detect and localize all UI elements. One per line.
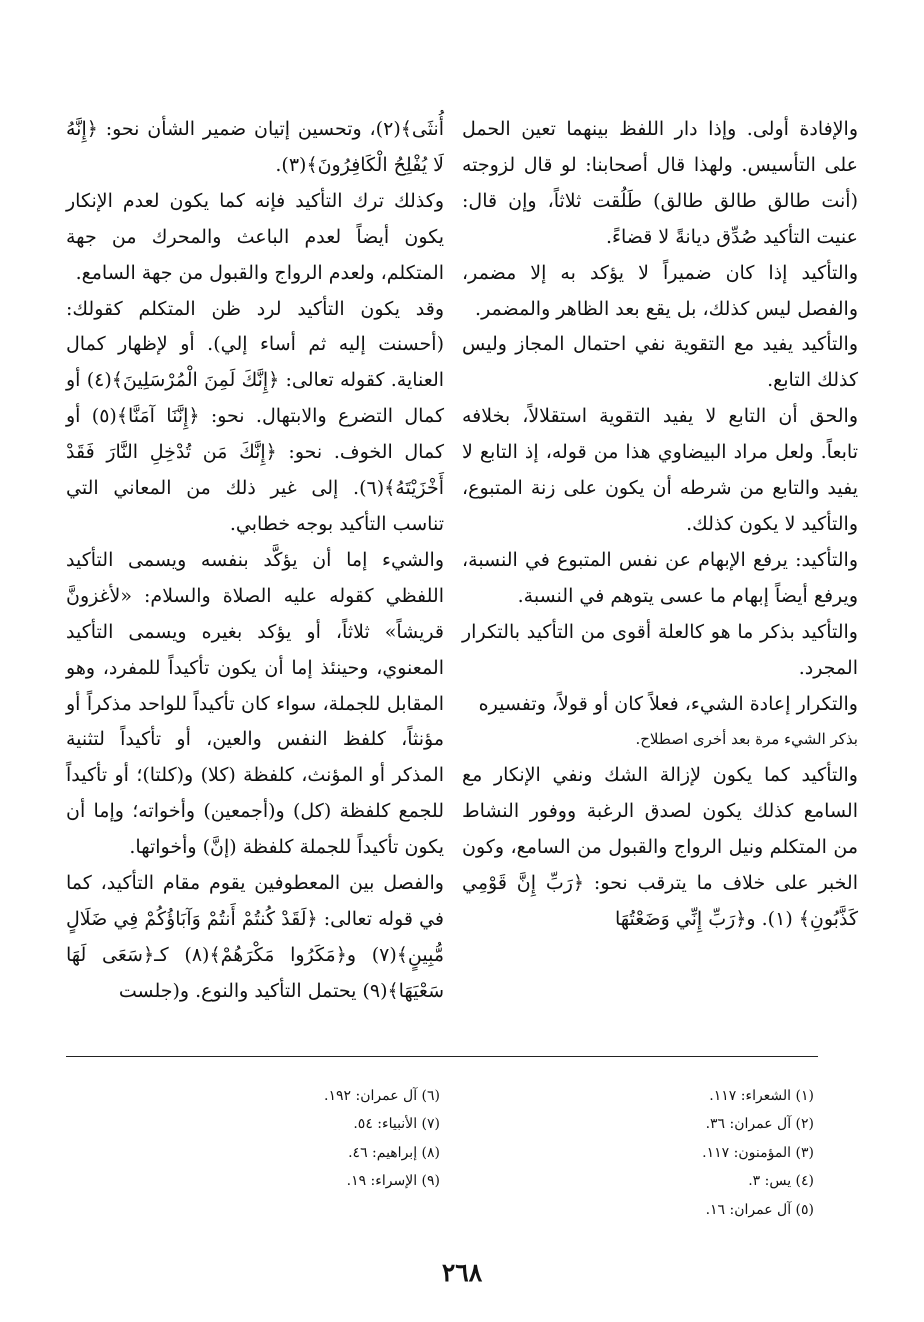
- footnotes-left: [150, 1082, 440, 1196]
- paragraph-tabi: والحق أن التابع لا يفيد التقوية استقلالاً، بخلافه تابعاً. ولعل مراد البيضاوي هذا من قوله، إذ التابع لا يفيد والتابع من شرطه أن يكون على زنة المتبوع، والتأكيد لا يكون كذلك.: [462, 405, 858, 535]
- footnote-3: (٣) المؤمنون: ١١٧.: [702, 1144, 814, 1161]
- footnote-divider: [66, 1056, 818, 1057]
- paragraph-shakk: والتأكيد كما يكون لإزالة الشك ونفي الإنكار مع السامع كذلك يكون لصدق الرغبة ووفور النشاط من المتكلم ونيل الرواج والقبول من السامع، وكون الخبر على خلاف ما يترقب نحو: ﴿رَبِّ إِنَّ قَوْمِي كَذَّبُونِ﴾ (١). و﴿رَبِّ إِنِّي وَضَعْتُهَا: [462, 764, 858, 930]
- paragraph-fasl: والفصل بين المعطوفين يقوم مقام التأكيد، كما في قوله تعالى: ﴿لَقَدْ كُنتُمْ أَنتُمْ وَآبَاؤُكُمْ فِي ضَلَالٍ مُّبِينٍ﴾(٧) و﴿مَكَرُوا مَكْرَهُمْ﴾(٨) كـ﴿سَعَى لَهَا سَعْيَهَا﴾(٩) يحتمل التأكيد والنوع. و(جلست: [66, 872, 444, 1002]
- footnote-4: (٤) يس: ٣.: [748, 1173, 814, 1190]
- paragraph-tikrar: والتكرار إعادة الشيء، فعلاً كان أو قولاً، وتفسيره: [478, 692, 858, 715]
- left-text-column: [66, 112, 444, 1010]
- footnote-6: (٦) آل عمران: ١٩٢.: [324, 1088, 440, 1104]
- paragraph-illa: والتأكيد بذكر ما هو كالعلة أقوى من التأكيد بالتكرار المجرد.: [462, 620, 858, 679]
- footnote-7: (٧) الأنبياء: ٥٤.: [353, 1116, 440, 1133]
- paragraph-majaz: والتأكيد يفيد مع التقوية نفي احتمال المجاز وليس كذلك التابع.: [462, 333, 858, 392]
- paragraph-shan: أُنثَى﴾(٢)، وتحسين إتيان ضمير الشأن نحو: ﴿إِنَّهُ لَا يُفْلِحُ الْكَافِرُونَ﴾(٣).: [66, 118, 444, 176]
- paragraph-radd-zann: وقد يكون التأكيد لرد ظن المتكلم كقولك: (أحسنت إليه ثم أساء إلي). أو لإظهار كمال العناية. كقوله تعالى: ﴿إِنَّكَ لَمِنَ الْمُرْسَلِينَ﴾(٤) أو كمال التضرع والابتهال. نحو: ﴿إِنَّنَا آمَنَّا﴾(٥) أو كمال الخوف. نحو: ﴿إِنَّكَ مَن تُدْخِلِ النَّارَ فَقَدْ أَخْزَيْتَهُ﴾(٦). إلى غير ذلك من المعاني التي تناسب التأكيد بوجه خطابي.: [66, 297, 445, 535]
- paragraph-tark: وكذلك ترك التأكيد فإنه كما يكون لعدم الإنكار يكون أيضاً لعدم الباعث والمحرك من جهة المتكلم، ولعدم الرواج والقبول من جهة السامع.: [66, 189, 444, 284]
- right-text-column: [462, 112, 858, 938]
- paragraph-tasis: والإفادة أولى. وإذا دار اللفظ بينهما تعين الحمل على التأسيس. ولهذا قال أصحابنا: لو قال لزوجته (أنت طالق طالق طالق) طَلُقت ثلاثاً، وإن قال: عنيت التأكيد صُدِّق ديانةً لا قضاءً.: [462, 118, 858, 248]
- paragraph-ibham: والتأكيد: يرفع الإبهام عن نفس المتبوع في النسبة، ويرفع أيضاً إبهام ما عسى يتوهم في النسبة.: [462, 548, 858, 607]
- footnotes-right: [474, 1082, 814, 1224]
- footnote-5: (٥) آل عمران: ١٦.: [705, 1201, 814, 1218]
- footnote-8: (٨) إبراهيم: ٤٦.: [348, 1144, 440, 1161]
- paragraph-tikrar-continued: بذكر الشيء مرة بعد أخرى اصطلاح.: [635, 730, 858, 749]
- footnote-9: (٩) الإسراء: ١٩.: [346, 1173, 440, 1190]
- footnote-1: (١) الشعراء: ١١٧.: [709, 1088, 814, 1104]
- footnote-2: (٢) آل عمران: ٣٦.: [705, 1116, 814, 1133]
- paragraph-lafzi-manawi: والشيء إما أن يؤكَّد بنفسه ويسمى التأكيد اللفظي كقوله عليه الصلاة والسلام: «لأغزونَّ قريشاً» ثلاثاً، أو يؤكد بغيره ويسمى التأكيد المعنوي، وحينئذ إما أن يكون تأكيداً للمفرد، وهو المقابل للجملة، سواء كان تأكيداً للواحد مذكراً أو مؤنثاً، كلفظ النفس والعين، أو تأكيداً لتثنية المذكر أو المؤنث، كلفظة (كلا) و(كلتا)؛ أو تأكيداً للجمع كلفظة (كل) و(أجمعين) وأخواته؛ وإما أن يكون تأكيداً للجملة كلفظة (إنَّ) وأخواتها.: [66, 548, 444, 859]
- paragraph-damir: والتأكيد إذا كان ضميراً لا يؤكد به إلا مضمر، والفصل ليس كذلك، بل يقع بعد الظاهر والمضمر.: [462, 261, 858, 320]
- page-number: ٢٦٨: [441, 1258, 483, 1287]
